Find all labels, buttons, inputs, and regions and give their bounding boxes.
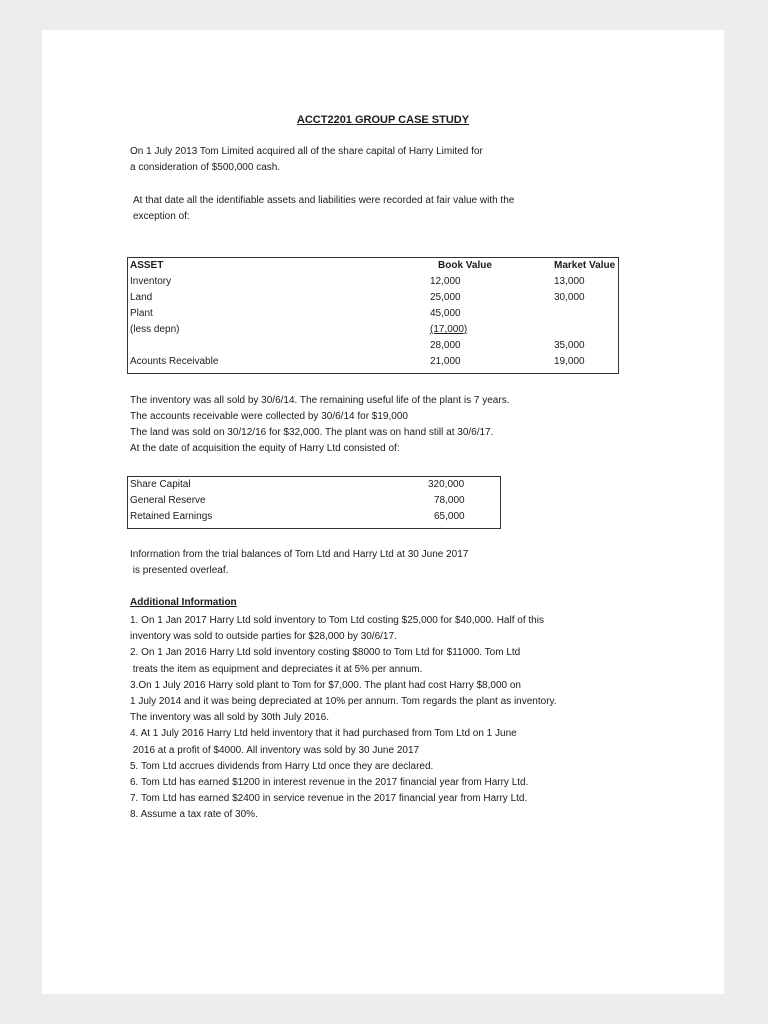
text-line: At the date of acquisition the equity of Harry Ltd consisted of:	[130, 443, 400, 454]
equity-value: 65,000	[434, 511, 465, 522]
asset-cell: (less depn)	[130, 324, 180, 335]
equity-label: Retained Earnings	[130, 511, 213, 522]
list-item: 2016 at a profit of $4000. All inventory was sold by 30 June 2017	[130, 744, 420, 756]
list-item: 5. Tom Ltd accrues dividends from Harry Ltd once they are declared.	[130, 760, 434, 772]
list-item: 8. Assume a tax rate of 30%.	[130, 809, 258, 821]
text-line: The accounts receivable were collected by 30/6/14 for $19,000	[130, 411, 408, 422]
equity-value: 78,000	[434, 495, 465, 506]
notes-paragraph	[130, 393, 600, 457]
header-market-value: Market Value	[554, 260, 616, 271]
asset-cell: Land	[130, 292, 153, 303]
document-page	[42, 30, 724, 994]
table-row	[128, 338, 618, 354]
book-value-cell: 12,000	[430, 276, 461, 287]
equity-value: 320,000	[428, 479, 465, 490]
table-row	[128, 493, 500, 509]
table-row	[128, 274, 618, 290]
text-line: is presented overleaf.	[130, 565, 229, 576]
market-value-cell: 30,000	[554, 292, 585, 303]
table-row	[128, 354, 618, 370]
market-value-cell: 19,000	[554, 356, 585, 367]
list-item: 6. Tom Ltd has earned $1200 in interest revenue in the 2017 financial year from Harry Ltd.	[130, 777, 529, 789]
table-row	[128, 306, 618, 322]
list-item: 4. At 1 July 2016 Harry Ltd held inventory that it had purchased from Tom Ltd on 1 June	[130, 728, 517, 740]
book-value-cell: (17,000)	[430, 324, 468, 335]
table-row	[128, 322, 618, 338]
text-line: At that date all the identifiable assets and liabilities were recorded at fair value with the	[133, 195, 515, 206]
book-value-cell: 25,000	[430, 292, 461, 303]
fair-value-paragraph	[133, 193, 603, 225]
text-line: Information from the trial balances of Tom Ltd and Harry Ltd at 30 June 2017	[130, 549, 469, 560]
equity-table	[127, 476, 501, 529]
table-row	[128, 509, 500, 525]
intro-paragraph	[130, 144, 570, 176]
document-title: ACCT2201 GROUP CASE STUDY	[296, 114, 470, 126]
trial-balance-paragraph	[130, 547, 550, 579]
text-line: The inventory was all sold by 30/6/14. The remaining useful life of the plant is 7 years.	[130, 395, 510, 406]
list-item: 1 July 2014 and it was being depreciated at 10% per annum. Tom regards the plant as inventory.	[130, 696, 557, 708]
list-item: inventory was sold to outside parties for $28,000 by 30/6/17.	[130, 631, 397, 643]
equity-label: Share Capital	[130, 479, 191, 490]
additional-info-heading: Additional Information	[130, 597, 237, 608]
additional-info-list	[130, 613, 650, 824]
book-value-cell: 45,000	[430, 308, 461, 319]
book-value-cell: 21,000	[430, 356, 461, 367]
table-header-row	[128, 258, 618, 274]
list-item: 2. On 1 Jan 2016 Harry Ltd sold inventory costing $8000 to Tom Ltd for $11000. Tom Ltd	[130, 647, 521, 659]
table-row	[128, 290, 618, 306]
equity-label: General Reserve	[130, 495, 206, 506]
asset-cell: Acounts Receivable	[130, 356, 219, 367]
market-value-cell	[538, 306, 618, 322]
book-value-cell: 28,000	[430, 340, 461, 351]
text-line: exception of:	[133, 211, 190, 222]
market-value-cell: 13,000	[554, 276, 585, 287]
asset-cell: Plant	[130, 308, 153, 319]
text-line: On 1 July 2013 Tom Limited acquired all of the share capital of Harry Limited for	[130, 146, 483, 157]
list-item: 1. On 1 Jan 2017 Harry Ltd sold inventory to Tom Ltd costing $25,000 for $40,000. Half of this	[130, 615, 544, 626]
list-item: treats the item as equipment and depreciates it at 5% per annum.	[130, 663, 423, 675]
asset-cell	[128, 338, 420, 354]
list-item: 3.On 1 July 2016 Harry sold plant to Tom for $7,000. The plant had cost Harry $8,000 on	[130, 679, 521, 691]
market-value-cell	[538, 322, 618, 338]
header-asset: ASSET	[130, 260, 164, 271]
header-book-value: Book Value	[438, 260, 492, 271]
text-line: a consideration of $500,000 cash.	[130, 162, 281, 173]
text-line: The land was sold on 30/12/16 for $32,000. The plant was on hand still at 30/6/17.	[130, 427, 494, 438]
table-row	[128, 477, 500, 493]
asset-table	[127, 257, 619, 374]
list-item: The inventory was all sold by 30th July 2016.	[130, 712, 329, 724]
market-value-cell: 35,000	[554, 340, 585, 351]
list-item: 7. Tom Ltd has earned $2400 in service revenue in the 2017 financial year from Harry Ltd.	[130, 793, 528, 805]
asset-cell: Inventory	[130, 276, 172, 287]
